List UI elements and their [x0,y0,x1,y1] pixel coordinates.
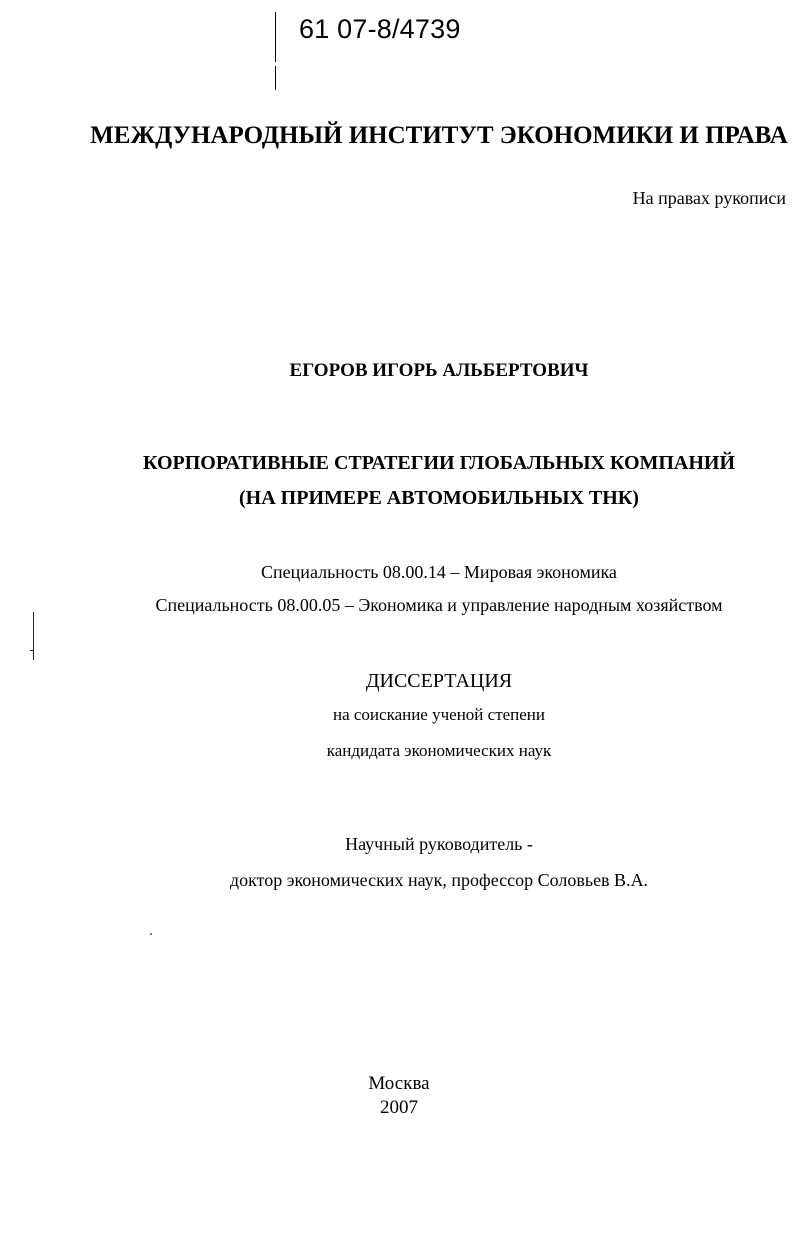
specialty-1: Специальность 08.00.14 – Мировая экономика [261,562,617,582]
supervisor-label: Научный руководитель - [345,834,533,854]
year: 2007 [380,1097,418,1118]
city: Москва [368,1073,430,1094]
margin-pen-tick [30,650,34,651]
degree-line-2: кандидата экономических наук [326,741,552,760]
degree-line-1: на соискание ученой степени [332,705,546,724]
stamp-line-lower [275,66,276,90]
library-stamp-code: 61 07-8/4739 [299,14,461,44]
supervisor-name: доктор экономических наук, профессор Соловьев В.А. [229,870,649,890]
thesis-title-line-1: КОРПОРАТИВНЫЕ СТРАТЕГИИ ГЛОБАЛЬНЫХ КОМПАНИЙ [142,452,736,474]
dissertation-label: ДИССЕРТАЦИЯ [365,670,513,692]
margin-pen-mark [33,612,34,660]
specialty-2: Специальность 08.00.05 – Экономика и управление народным хозяйством [155,595,723,615]
author-name: ЕГОРОВ ИГОРЬ АЛЬБЕРТОВИЧ [289,360,589,381]
thesis-title-line-2: (НА ПРИМЕРЕ АВТОМОБИЛЬНЫХ ТНК) [239,487,639,509]
institute-name: МЕЖДУНАРОДНЫЙ ИНСТИТУТ ЭКОНОМИКИ И ПРАВА [90,122,788,149]
scan-dust-speck [150,933,152,935]
manuscript-note: На правах рукописи [632,188,786,208]
stamp-line-upper [275,12,276,62]
